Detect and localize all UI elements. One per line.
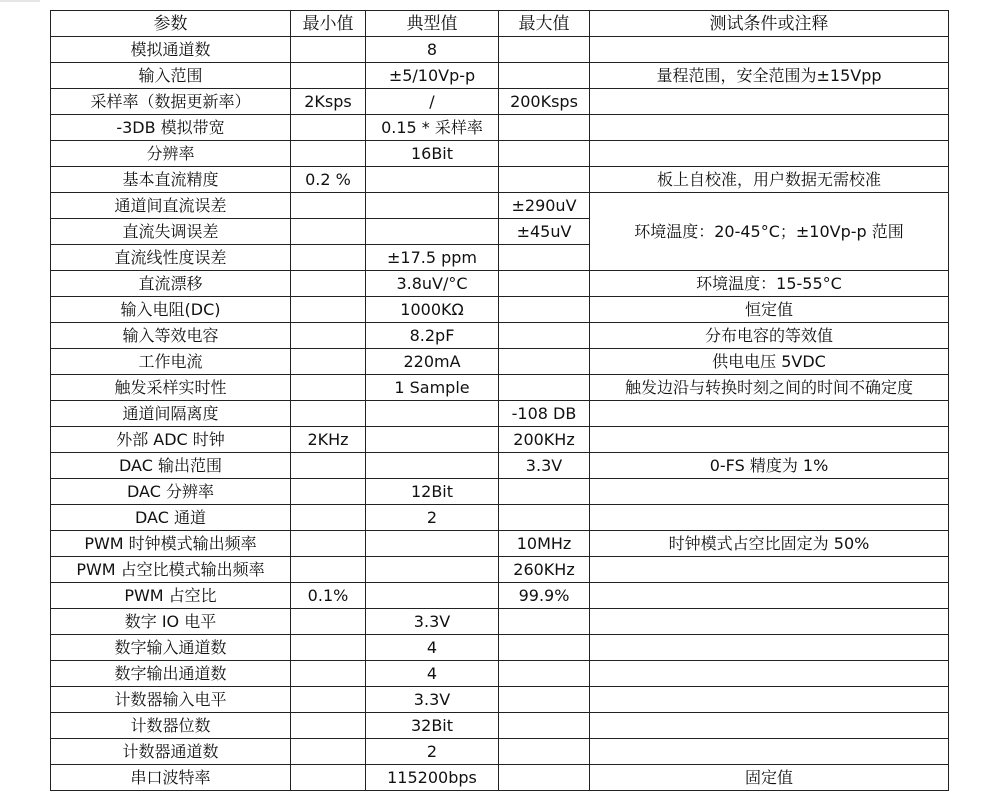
cell-min — [291, 453, 366, 479]
cell-note — [590, 687, 949, 713]
cell-typ — [366, 427, 499, 453]
cell-typ: 1 Sample — [366, 375, 499, 401]
cell-note — [590, 583, 949, 609]
top-edge-line — [0, 0, 40, 2]
col-header-param: 参数 — [51, 11, 291, 37]
cell-max — [499, 115, 590, 141]
cell-param: DAC 通道 — [51, 505, 291, 531]
cell-max — [499, 375, 590, 401]
cell-note — [590, 37, 949, 63]
table-row — [51, 271, 949, 297]
cell-param: 触发采样实时性 — [51, 375, 291, 401]
cell-note — [590, 401, 949, 427]
table-row — [51, 635, 949, 661]
cell-param: 输入范围 — [51, 63, 291, 89]
cell-typ: 4 — [366, 661, 499, 687]
table-row — [51, 323, 949, 349]
cell-min — [291, 557, 366, 583]
cell-min: 2KHz — [291, 427, 366, 453]
cell-note — [590, 609, 949, 635]
cell-typ: ±17.5 ppm — [366, 245, 499, 271]
cell-param: DAC 输出范围 — [51, 453, 291, 479]
cell-max — [499, 37, 590, 63]
cell-param: 采样率（数据更新率） — [51, 89, 291, 115]
cell-typ: 2 — [366, 505, 499, 531]
cell-param: 输入等效电容 — [51, 323, 291, 349]
cell-max — [499, 687, 590, 713]
table-row — [51, 739, 949, 765]
table-row — [51, 661, 949, 687]
cell-min — [291, 37, 366, 63]
table-row — [51, 167, 949, 193]
cell-max — [499, 297, 590, 323]
cell-max: ±45uV — [499, 219, 590, 245]
cell-min — [291, 531, 366, 557]
cell-max — [499, 167, 590, 193]
cell-max: 99.9% — [499, 583, 590, 609]
cell-typ: 2 — [366, 739, 499, 765]
cell-typ — [366, 401, 499, 427]
cell-min — [291, 115, 366, 141]
cell-max: ±290uV — [499, 193, 590, 219]
cell-max — [499, 141, 590, 167]
cell-typ: 3.8uV/°C — [366, 271, 499, 297]
cell-min — [291, 765, 366, 791]
spec-table-header — [51, 11, 949, 37]
cell-max: 10MHz — [499, 531, 590, 557]
cell-min — [291, 401, 366, 427]
cell-note — [590, 89, 949, 115]
cell-note: 供电电压 5VDC — [590, 349, 949, 375]
cell-param: 工作电流 — [51, 349, 291, 375]
cell-typ: 32Bit — [366, 713, 499, 739]
table-row — [51, 141, 949, 167]
cell-min — [291, 739, 366, 765]
cell-param: 外部 ADC 时钟 — [51, 427, 291, 453]
cell-note — [590, 115, 949, 141]
cell-param: DAC 分辨率 — [51, 479, 291, 505]
cell-max — [499, 245, 590, 271]
cell-max: 200KHz — [499, 427, 590, 453]
cell-note — [590, 661, 949, 687]
cell-param: 模拟通道数 — [51, 37, 291, 63]
cell-typ — [366, 531, 499, 557]
cell-param: 通道间直流误差 — [51, 193, 291, 219]
cell-min — [291, 635, 366, 661]
cell-param: 数字输出通道数 — [51, 661, 291, 687]
cell-min — [291, 349, 366, 375]
cell-min — [291, 505, 366, 531]
table-row — [51, 609, 949, 635]
cell-typ: 3.3V — [366, 609, 499, 635]
cell-note — [590, 635, 949, 661]
spec-table-body — [51, 37, 949, 791]
cell-note: 0-FS 精度为 1% — [590, 453, 949, 479]
cell-max: 260KHz — [499, 557, 590, 583]
cell-max — [499, 63, 590, 89]
cell-min — [291, 141, 366, 167]
cell-max — [499, 713, 590, 739]
table-row — [51, 765, 949, 791]
cell-max — [499, 349, 590, 375]
cell-param: 计数器位数 — [51, 713, 291, 739]
cell-note — [590, 739, 949, 765]
cell-note: 恒定值 — [590, 297, 949, 323]
cell-typ: 12Bit — [366, 479, 499, 505]
cell-param: 直流失调误差 — [51, 219, 291, 245]
spec-table — [50, 10, 949, 791]
cell-max — [499, 271, 590, 297]
cell-max — [499, 739, 590, 765]
cell-param: 分辨率 — [51, 141, 291, 167]
cell-param: 计数器通道数 — [51, 739, 291, 765]
table-row — [51, 687, 949, 713]
cell-note: 环境温度：20-45°C；±10Vp-p 范围 — [590, 193, 949, 271]
col-header-typ: 典型值 — [366, 11, 499, 37]
cell-typ: 0.15 * 采样率 — [366, 115, 499, 141]
cell-min — [291, 245, 366, 271]
cell-min — [291, 271, 366, 297]
cell-typ: 115200bps — [366, 765, 499, 791]
table-row — [51, 583, 949, 609]
cell-note — [590, 505, 949, 531]
cell-param: -3DB 模拟带宽 — [51, 115, 291, 141]
cell-typ: 8.2pF — [366, 323, 499, 349]
cell-typ: / — [366, 89, 499, 115]
cell-min — [291, 609, 366, 635]
cell-min — [291, 63, 366, 89]
col-header-max: 最大值 — [499, 11, 590, 37]
cell-min — [291, 219, 366, 245]
cell-note: 触发边沿与转换时刻之间的时间不确定度 — [590, 375, 949, 401]
cell-typ: 1000KΩ — [366, 297, 499, 323]
table-row — [51, 63, 949, 89]
cell-param: 通道间隔离度 — [51, 401, 291, 427]
cell-max — [499, 479, 590, 505]
table-row — [51, 479, 949, 505]
table-row — [51, 349, 949, 375]
cell-param: PWM 占空比 — [51, 583, 291, 609]
cell-param: 直流线性度误差 — [51, 245, 291, 271]
table-row — [51, 505, 949, 531]
cell-typ — [366, 219, 499, 245]
cell-min — [291, 193, 366, 219]
table-row — [51, 427, 949, 453]
cell-max: 200Ksps — [499, 89, 590, 115]
cell-note — [590, 479, 949, 505]
cell-typ — [366, 557, 499, 583]
cell-typ — [366, 583, 499, 609]
cell-param: 基本直流精度 — [51, 167, 291, 193]
table-row — [51, 193, 949, 219]
cell-note — [590, 427, 949, 453]
table-row — [51, 401, 949, 427]
cell-min — [291, 297, 366, 323]
cell-min — [291, 479, 366, 505]
cell-note: 板上自校准，用户数据无需校准 — [590, 167, 949, 193]
cell-typ — [366, 453, 499, 479]
cell-note: 分布电容的等效值 — [590, 323, 949, 349]
cell-note: 量程范围，安全范围为±15Vpp — [590, 63, 949, 89]
cell-param: 输入电阻(DC) — [51, 297, 291, 323]
cell-max — [499, 505, 590, 531]
header-row — [51, 11, 949, 37]
cell-typ: 16Bit — [366, 141, 499, 167]
cell-max — [499, 635, 590, 661]
cell-min — [291, 661, 366, 687]
cell-param: PWM 占空比模式输出频率 — [51, 557, 291, 583]
cell-min — [291, 375, 366, 401]
cell-max: -108 DB — [499, 401, 590, 427]
cell-typ: 4 — [366, 635, 499, 661]
cell-min: 2Ksps — [291, 89, 366, 115]
table-row — [51, 713, 949, 739]
cell-param: 数字 IO 电平 — [51, 609, 291, 635]
table-row — [51, 531, 949, 557]
col-header-note: 测试条件或注释 — [590, 11, 949, 37]
cell-max — [499, 765, 590, 791]
cell-note: 环境温度：15-55°C — [590, 271, 949, 297]
cell-max — [499, 661, 590, 687]
table-row — [51, 115, 949, 141]
table-row — [51, 557, 949, 583]
cell-typ — [366, 193, 499, 219]
table-row — [51, 375, 949, 401]
cell-min: 0.1% — [291, 583, 366, 609]
cell-min — [291, 323, 366, 349]
table-row — [51, 89, 949, 115]
cell-note — [590, 557, 949, 583]
cell-max: 3.3V — [499, 453, 590, 479]
cell-param: 直流漂移 — [51, 271, 291, 297]
table-row — [51, 453, 949, 479]
cell-max — [499, 323, 590, 349]
cell-param: 数字输入通道数 — [51, 635, 291, 661]
table-row — [51, 297, 949, 323]
cell-min — [291, 687, 366, 713]
cell-typ — [366, 167, 499, 193]
cell-note — [590, 141, 949, 167]
cell-note: 固定值 — [590, 765, 949, 791]
cell-note: 时钟模式占空比固定为 50% — [590, 531, 949, 557]
table-row — [51, 37, 949, 63]
cell-param: 计数器输入电平 — [51, 687, 291, 713]
cell-min — [291, 713, 366, 739]
cell-param: PWM 时钟模式输出频率 — [51, 531, 291, 557]
cell-max — [499, 609, 590, 635]
cell-typ: 220mA — [366, 349, 499, 375]
cell-typ: 3.3V — [366, 687, 499, 713]
cell-typ: 8 — [366, 37, 499, 63]
cell-typ: ±5/10Vp-p — [366, 63, 499, 89]
cell-note — [590, 713, 949, 739]
cell-min: 0.2 % — [291, 167, 366, 193]
col-header-min: 最小值 — [291, 11, 366, 37]
cell-param: 串口波特率 — [51, 765, 291, 791]
